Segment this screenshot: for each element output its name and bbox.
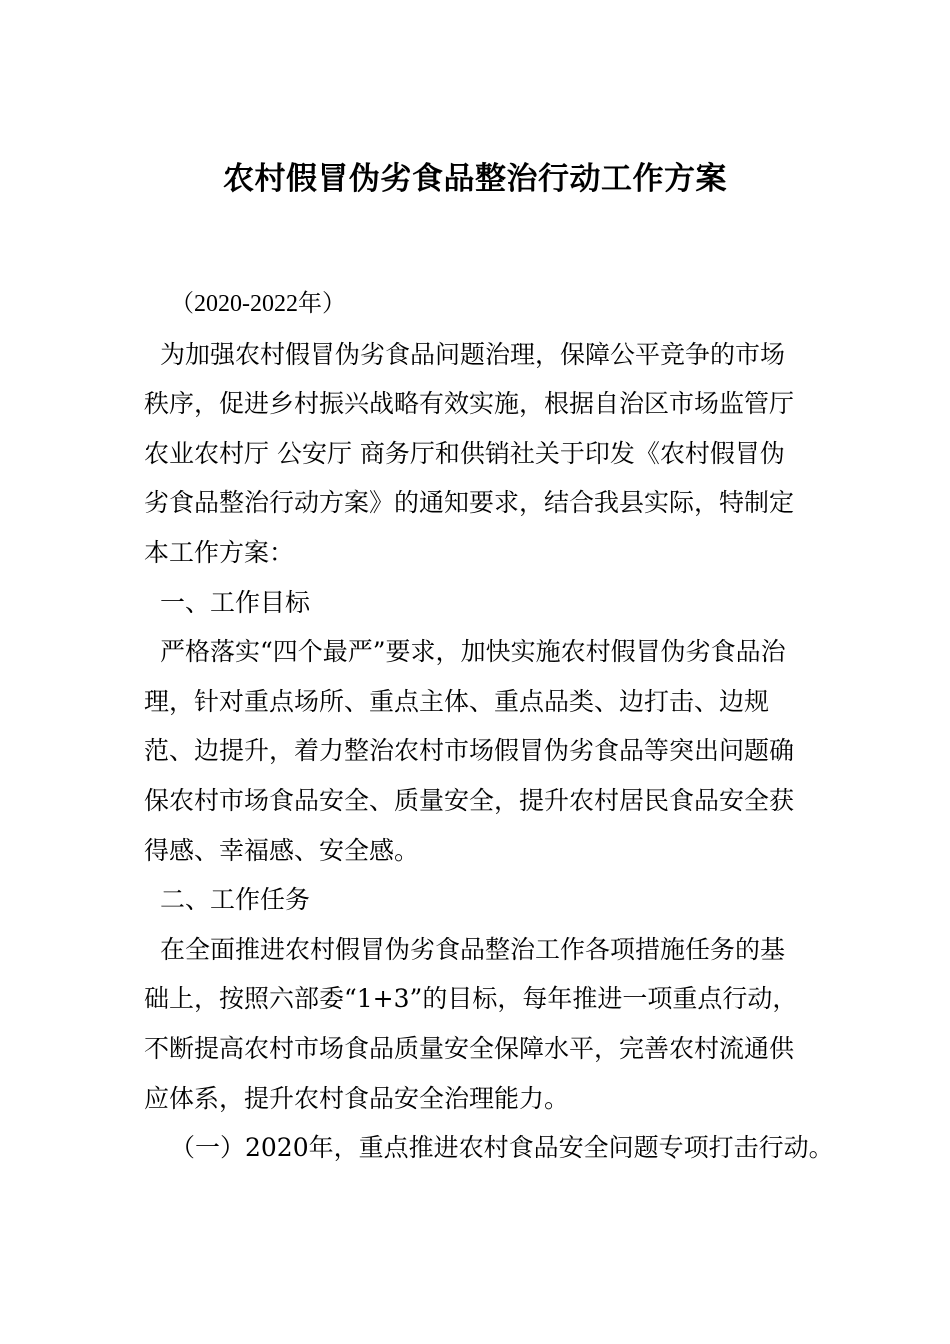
section-heading-goals: 一、工作目标 (160, 587, 311, 617)
document-title: 农村假冒伪劣食品整治行动工作方案 (223, 161, 727, 197)
intro-paragraph: 为加强农村假冒伪劣食品问题治理，保障公平竞争的市场秩序，促进乡村振兴战略有效实施，根据自治区市场监管厅 农业农村厅 公安厅 商务厅和供销社关于印发《农村假冒伪劣食品整治行动方案》的通知要求，结合我县实际，特制定本工作方案： (144, 339, 795, 567)
section-heading-tasks: 二、工作任务 (160, 885, 311, 915)
years-range: （2020-2022年） (170, 291, 346, 317)
tasks-paragraph: 在全面推进农村假冒伪劣食品整治工作各项措施任务的基础上，按照六部委“1+3”的目标，每年推进一项重点行动，不断提高农村市场食品质量安全保障水平，完善农村流通供应体系，提升农村食品安全治理能力。 (144, 934, 798, 1113)
subsection-heading-2020: （一）2020年，重点推进农村食品安全问题专项打击行动。 (170, 1133, 834, 1163)
goals-paragraph: 严格落实“四个最严”要求，加快实施农村假冒伪劣食品治理，针对重点场所、重点主体、重点品类、边打击、边规范、边提升，着力整治农村市场假冒伪劣食品等突出问题确保农村市场食品安全、质量安全，提升农村居民食品安全获得感、幸福感、安全感。 (144, 637, 795, 865)
document-body (144, 280, 834, 1173)
